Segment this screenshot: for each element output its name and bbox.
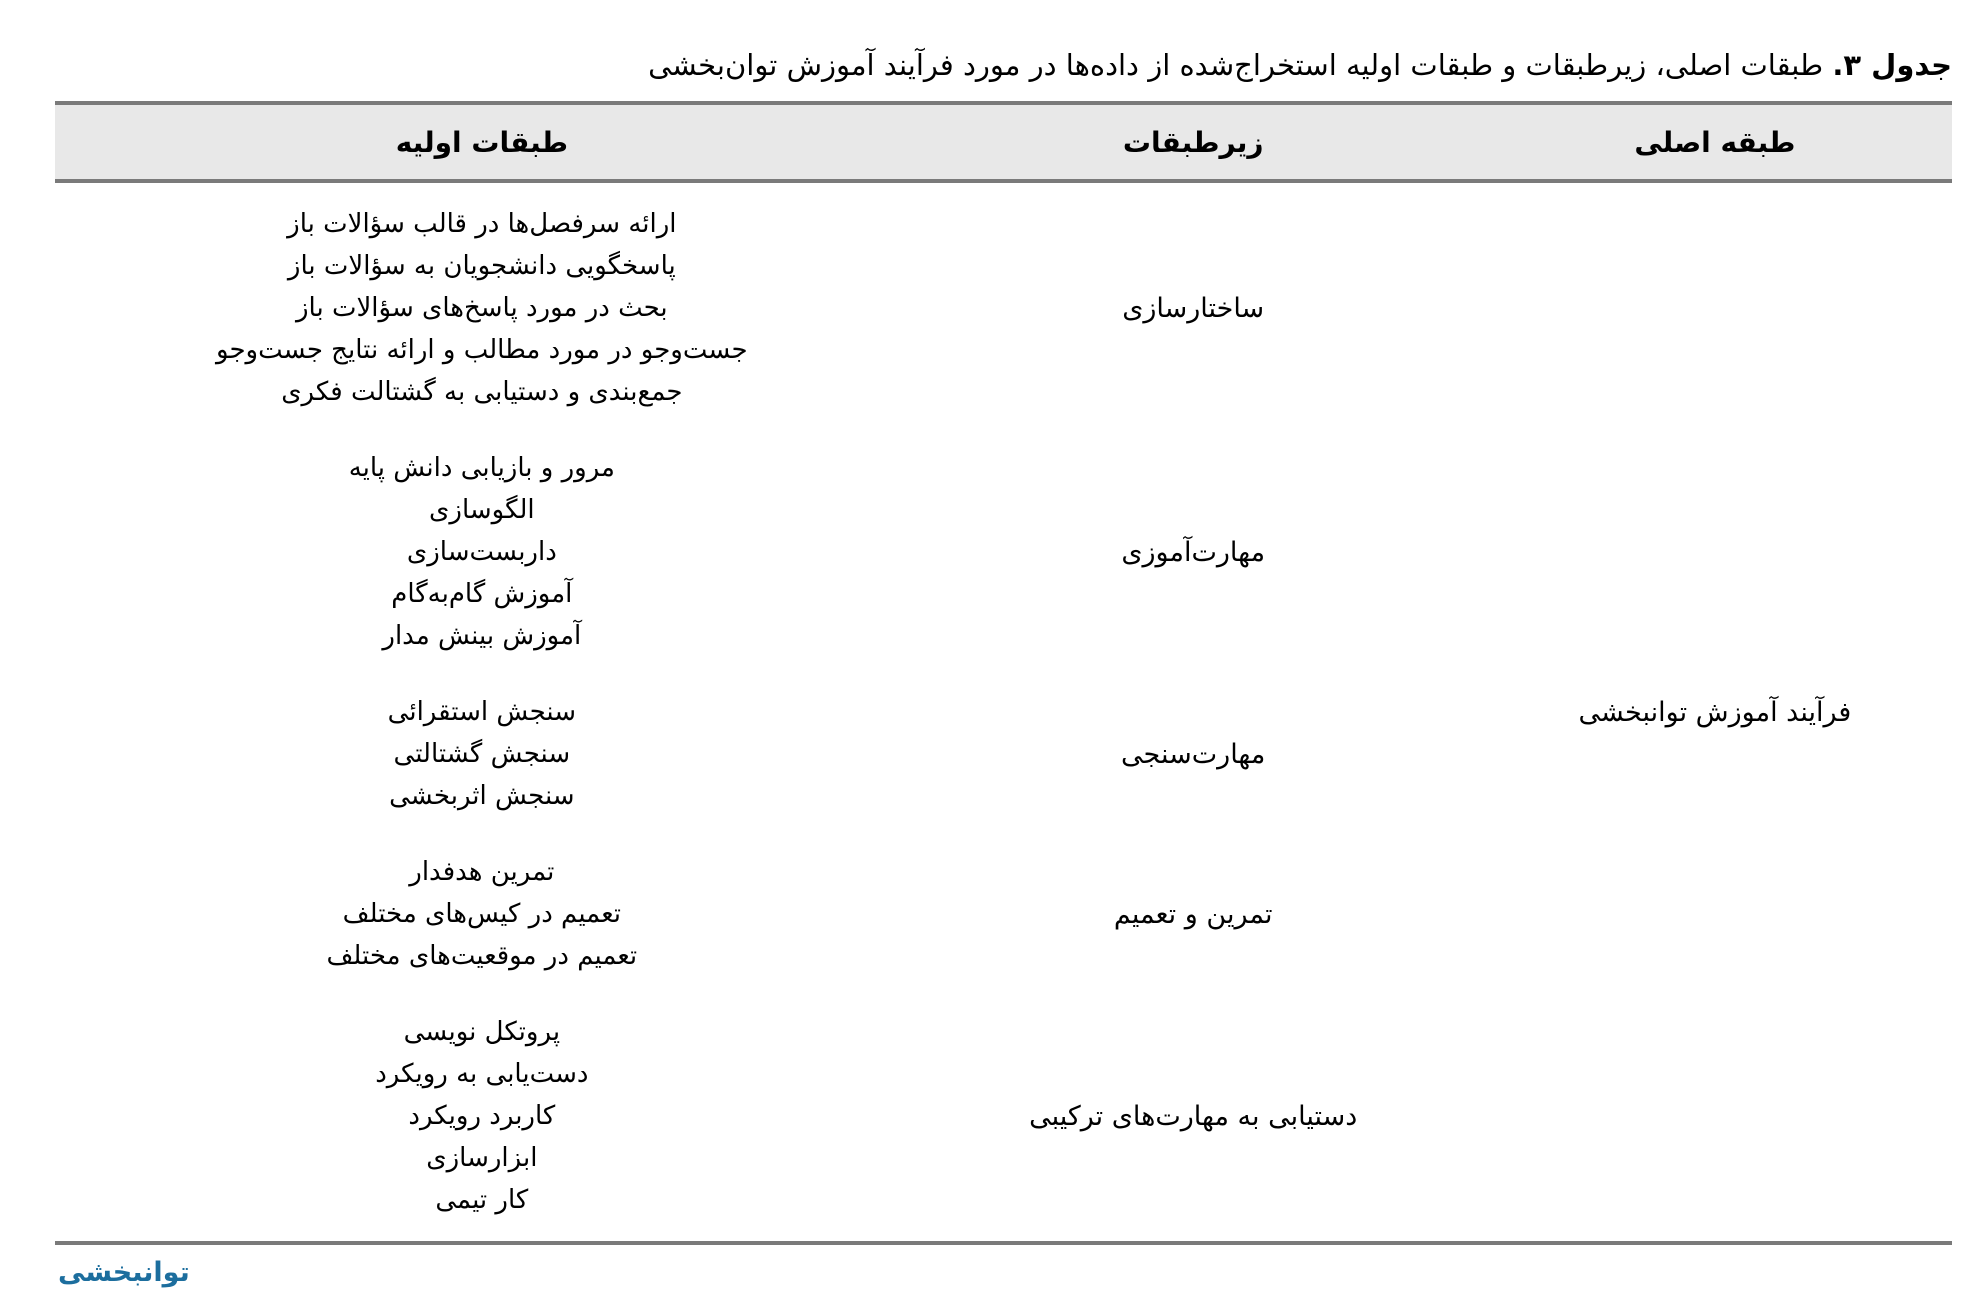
section-row — [55, 186, 1478, 430]
subcategory-cell: مهارت‌سنجی — [1121, 738, 1266, 770]
primary-category-line: کار تیمی — [435, 1185, 529, 1216]
journal-footer — [0, 1245, 1980, 1288]
primary-category-line: جست‌وجو در مورد مطالب و ارائه نتایج جست‌وجو — [216, 335, 748, 366]
section-row — [55, 430, 1478, 674]
primary-category-line: پروتکل نویسی — [403, 1017, 561, 1048]
primary-categories-cell — [55, 447, 909, 657]
primary-category-line: آموزش گام‌به‌گام — [391, 579, 573, 610]
header-subcategories: زیرطبقات — [1122, 125, 1264, 159]
categories-table — [55, 101, 1952, 1245]
header-main-category: طبقه اصلی — [1634, 125, 1796, 159]
primary-category-line: ارائه سرفصل‌ها در قالب سؤالات باز — [287, 209, 677, 240]
subcategory-cell: دستیابی به مهارت‌های ترکیبی — [1029, 1100, 1358, 1132]
table-caption-number: جدول ۳. — [1832, 48, 1952, 82]
primary-category-line: تمرین هدفدار — [409, 857, 555, 888]
section-row — [55, 834, 1478, 994]
section-row — [55, 994, 1478, 1238]
main-category-cell: فرآیند آموزش توانبخشی — [1578, 696, 1852, 728]
primary-category-line: مرور و بازیابی دانش پایه — [348, 453, 615, 484]
primary-category-line: الگوسازی — [429, 495, 535, 526]
primary-categories-cell — [55, 851, 909, 977]
subcategory-cell: تمرین و تعمیم — [1113, 898, 1273, 930]
journal-logo: توانبخشی — [58, 1257, 190, 1289]
primary-category-line: جمع‌بندی و دستیابی به گشتالت فکری — [281, 377, 683, 408]
primary-category-line: سنجش استقرائی — [387, 697, 576, 728]
table-body — [55, 183, 1952, 1245]
primary-category-line: داربست‌سازی — [406, 537, 557, 568]
subcategory-cell: ساختارسازی — [1122, 292, 1265, 324]
section-row — [55, 674, 1478, 834]
table-caption-text: طبقات اصلی، زیرطبقات و طبقات اولیه استخراج‌شده از داده‌ها در مورد فرآیند آموزش توان‌بخشی — [648, 48, 1833, 82]
primary-category-line: تعمیم در کیس‌های مختلف — [342, 899, 621, 930]
primary-category-line: سنجش اثربخشی — [389, 781, 575, 812]
sections-container — [55, 186, 1478, 1238]
primary-category-line: پاسخگویی دانشجویان به سؤالات باز — [287, 251, 676, 282]
primary-category-line: کاربرد رویکرد — [408, 1101, 556, 1132]
primary-categories-cell — [55, 203, 909, 413]
table-caption — [0, 0, 1980, 85]
table-header-row — [55, 101, 1952, 183]
primary-category-line: دست‌یابی به رویکرد — [375, 1059, 589, 1090]
primary-categories-cell — [55, 691, 909, 817]
primary-category-line: سنجش گشتالتی — [393, 739, 571, 770]
primary-category-line: تعمیم در موقعیت‌های مختلف — [326, 941, 638, 972]
header-primary-categories: طبقات اولیه — [395, 125, 568, 159]
primary-categories-cell — [55, 1011, 909, 1221]
primary-category-line: آموزش بینش مدار — [382, 621, 582, 652]
primary-category-line: ابزارسازی — [426, 1143, 538, 1174]
primary-category-line: بحث در مورد پاسخ‌های سؤالات باز — [296, 293, 668, 324]
subcategory-cell: مهارت‌آموزی — [1121, 536, 1266, 568]
